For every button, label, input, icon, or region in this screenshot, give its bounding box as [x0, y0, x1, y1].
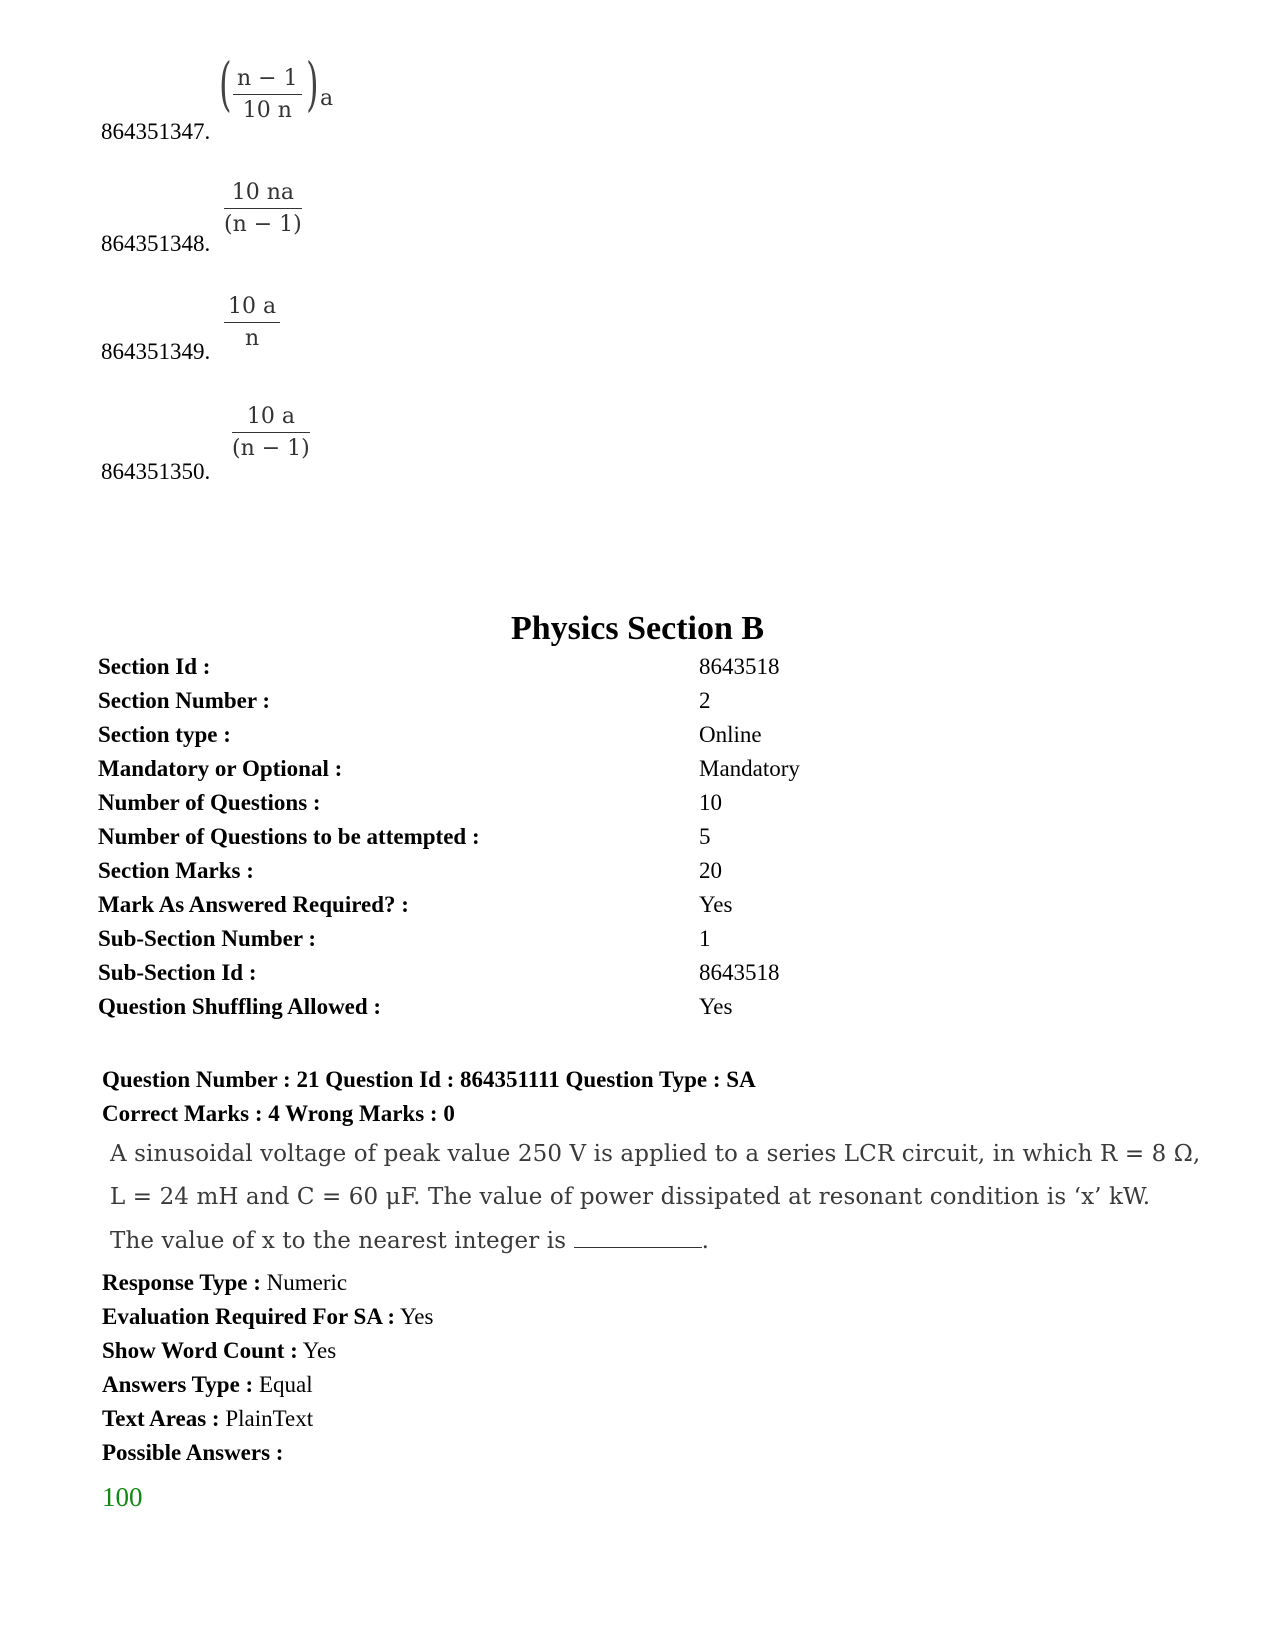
option-id: 864351348.	[101, 231, 211, 256]
row-value: Online	[699, 722, 762, 747]
option-fraction	[224, 180, 302, 237]
row-label: Sub-Section Id :	[98, 960, 257, 985]
meta-row	[102, 1304, 433, 1330]
meta-row	[102, 1372, 313, 1398]
row-label: Mark As Answered Required? :	[98, 892, 409, 917]
denominator: n	[244, 326, 260, 351]
section-info-row	[98, 858, 1198, 892]
numerator: 10 a	[232, 404, 310, 433]
meta-row	[102, 1338, 336, 1364]
row-label: Mandatory or Optional :	[98, 756, 343, 781]
row-label: Number of Questions to be attempted :	[98, 824, 480, 849]
meta-label: Show Word Count :	[102, 1338, 298, 1363]
meta-label: Evaluation Required For SA :	[102, 1304, 396, 1329]
possible-answer: 100	[102, 1482, 143, 1512]
row-value: 2	[699, 688, 711, 713]
row-value: 1	[699, 926, 711, 951]
row-value: 8643518	[699, 654, 780, 679]
question-header: Question Number : 21 Question Id : 864351111 Question Type : SA	[102, 1067, 756, 1092]
meta-value: Yes	[400, 1304, 434, 1329]
option-id: 864351349.	[101, 339, 211, 364]
section-info-row	[98, 960, 1198, 994]
meta-label: Text Areas :	[102, 1406, 220, 1431]
question-text-line: A sinusoidal voltage of peak value 250 V is applied to a series LCR circuit, in which R = 8 Ω,	[110, 1141, 1201, 1167]
meta-value: Equal	[258, 1372, 313, 1397]
question-text-line: L = 24 mH and C = 60 μF. The value of power dissipated at resonant condition is ‘x’ kW.	[110, 1184, 1151, 1210]
option-id: 864351347.	[101, 119, 211, 144]
meta-row	[102, 1406, 313, 1432]
section-info-row	[98, 756, 1198, 790]
row-value: Yes	[699, 892, 733, 917]
meta-label: Possible Answers :	[102, 1440, 284, 1465]
row-value: Yes	[699, 994, 733, 1019]
denominator: (n − 1)	[224, 212, 302, 237]
meta-value: Numeric	[266, 1270, 348, 1295]
row-label: Section type :	[98, 722, 231, 747]
meta-row	[102, 1270, 347, 1296]
row-value: 20	[699, 858, 722, 883]
section-info-row	[98, 994, 1198, 1028]
option-fraction	[233, 66, 302, 123]
option-fraction	[232, 404, 310, 461]
row-value: 10	[699, 790, 722, 815]
suffix: a	[320, 86, 334, 111]
question-text-line	[110, 1228, 709, 1254]
meta-row	[102, 1440, 283, 1466]
denominator: (n − 1)	[232, 436, 310, 461]
sentence-end: .	[701, 1228, 709, 1254]
numerator: 10 a	[224, 294, 280, 323]
meta-label: Response Type :	[102, 1270, 261, 1295]
row-label: Section Number :	[98, 688, 271, 713]
meta-value: Yes	[302, 1338, 337, 1363]
answer-blank	[574, 1229, 702, 1248]
option-id: 864351350.	[101, 459, 211, 484]
row-label: Section Marks :	[98, 858, 254, 883]
section-info-row	[98, 722, 1198, 756]
question-marks: Correct Marks : 4 Wrong Marks : 0	[102, 1101, 455, 1126]
row-value: 8643518	[699, 960, 780, 985]
row-label: Sub-Section Number :	[98, 926, 317, 951]
section-title: Physics Section B	[510, 610, 765, 647]
numerator: n − 1	[233, 66, 302, 95]
section-info-row	[98, 926, 1198, 960]
left-paren: (	[219, 50, 232, 118]
numerator: 10 na	[224, 180, 302, 209]
section-info-row	[98, 824, 1198, 858]
section-info-row	[98, 688, 1198, 722]
right-paren: )	[306, 50, 319, 118]
row-label: Section Id :	[98, 654, 211, 679]
denominator: 10 n	[242, 98, 292, 123]
option-fraction	[224, 294, 280, 351]
row-label: Number of Questions :	[98, 790, 321, 815]
row-value: Mandatory	[699, 756, 800, 781]
section-info-row	[98, 654, 1198, 688]
row-value: 5	[699, 824, 711, 849]
section-info-row	[98, 892, 1198, 926]
row-label: Question Shuffling Allowed :	[98, 994, 382, 1019]
section-info-row	[98, 790, 1198, 824]
meta-label: Answers Type :	[102, 1372, 254, 1397]
meta-value: PlainText	[225, 1406, 314, 1431]
question-text-line: The value of x to the nearest integer is	[110, 1228, 567, 1254]
